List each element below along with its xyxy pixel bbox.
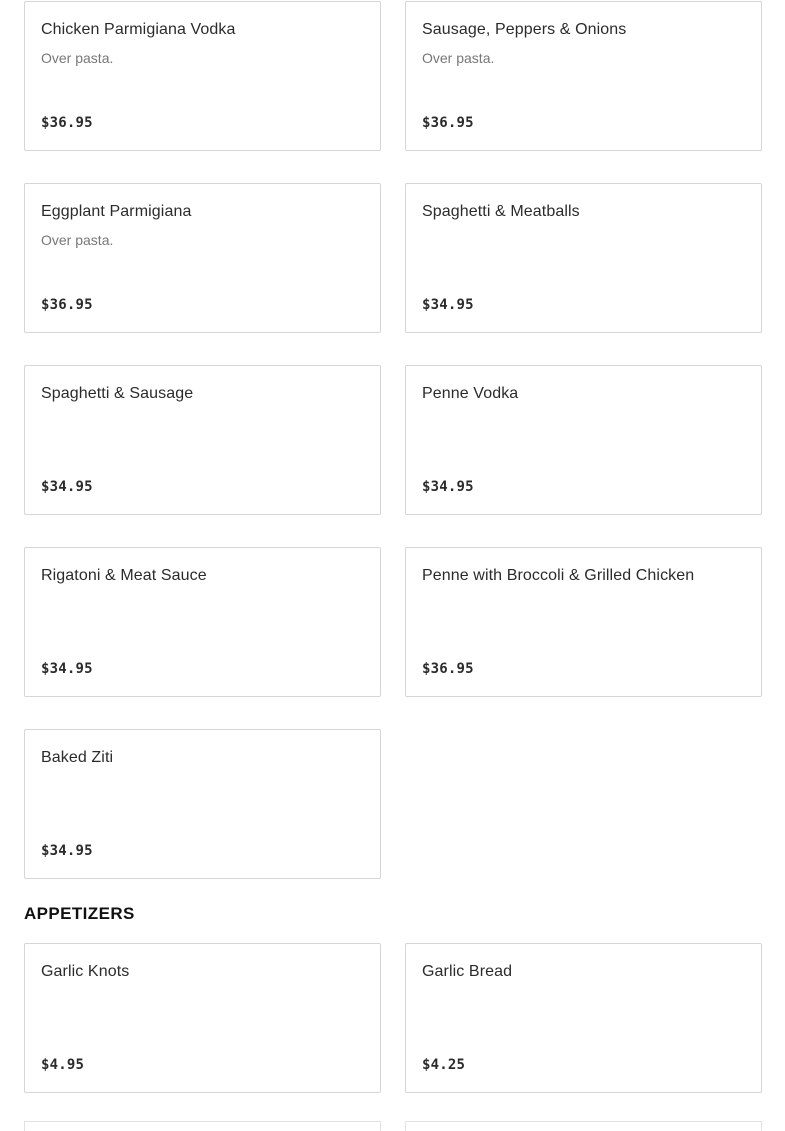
menu-item-name: Garlic Bread bbox=[422, 963, 513, 980]
menu-item-description: Over pasta. bbox=[422, 50, 495, 66]
menu-item-description: Over pasta. bbox=[41, 50, 114, 66]
menu-item-price: $36.95 bbox=[41, 297, 93, 313]
menu-item-price: $34.95 bbox=[41, 479, 93, 495]
menu-item-price: $4.95 bbox=[41, 1057, 85, 1073]
menu-item-price: $34.95 bbox=[41, 843, 93, 859]
menu-item-card[interactable] bbox=[405, 1, 762, 151]
menu-item-card[interactable] bbox=[405, 365, 762, 515]
menu-item-name: Sausage, Peppers & Onions bbox=[422, 21, 627, 38]
menu-item-card[interactable] bbox=[24, 1, 381, 151]
menu-item-description: Over pasta. bbox=[41, 232, 114, 248]
menu-item-name: Penne Vodka bbox=[422, 385, 519, 402]
menu-item-card[interactable] bbox=[405, 547, 762, 697]
menu-item-price: $36.95 bbox=[422, 115, 474, 131]
menu-item-card[interactable] bbox=[24, 943, 381, 1093]
menu-item-name: Spaghetti & Meatballs bbox=[422, 203, 580, 220]
menu-item-name: Eggplant Parmigiana bbox=[41, 203, 192, 220]
menu-item-card-partial[interactable] bbox=[405, 1121, 762, 1131]
menu-item-price: $34.95 bbox=[422, 297, 474, 313]
section-heading-appetizers: APPETIZERS bbox=[24, 904, 135, 923]
menu-item-name: Rigatoni & Meat Sauce bbox=[41, 567, 207, 584]
menu-item-price: $36.95 bbox=[422, 661, 474, 677]
menu-item-name: Penne with Broccoli & Grilled Chicken bbox=[422, 567, 695, 584]
menu-item-card[interactable] bbox=[405, 183, 762, 333]
menu-item-name: Garlic Knots bbox=[41, 963, 130, 980]
menu-item-card[interactable] bbox=[24, 729, 381, 879]
menu-item-card[interactable] bbox=[405, 943, 762, 1093]
menu-item-name: Spaghetti & Sausage bbox=[41, 385, 194, 402]
menu-item-card[interactable] bbox=[24, 547, 381, 697]
menu-item-price: $4.25 bbox=[422, 1057, 466, 1073]
menu-item-price: $34.95 bbox=[41, 661, 93, 677]
menu-item-name: Baked Ziti bbox=[41, 749, 114, 766]
menu-item-price: $34.95 bbox=[422, 479, 474, 495]
menu-item-card[interactable] bbox=[24, 365, 381, 515]
menu-item-card[interactable] bbox=[24, 183, 381, 333]
menu-item-name: Chicken Parmigiana Vodka bbox=[41, 21, 236, 38]
menu-item-price: $36.95 bbox=[41, 115, 93, 131]
menu-item-card-partial[interactable] bbox=[24, 1121, 381, 1131]
